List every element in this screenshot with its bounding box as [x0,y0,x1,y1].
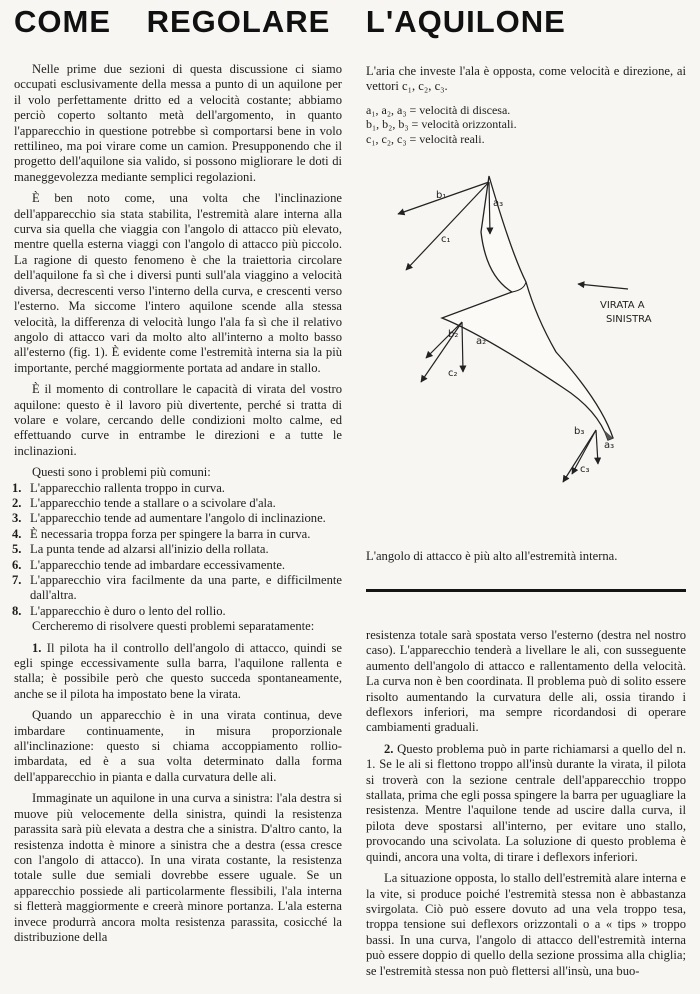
turn-note-line1: VIRATA A [600,300,645,311]
label-b3: b₃ [574,426,585,437]
article-title: COME REGOLARE L'AQUILONE [14,4,566,39]
vector-a3 [596,430,598,464]
list-item [14,527,342,542]
problem-list [14,481,342,620]
item-number: 4. [12,526,22,541]
item-text: L'apparecchio tende a stallare o a scivolare d'ala. [30,495,276,510]
paragraph [366,742,686,865]
item-number: 2. [12,495,22,510]
definition: c₁, c₂, c₃ = velocità reali. [366,131,485,146]
label-b2: b₂ [448,329,459,340]
label-a1: a₃ [493,198,504,209]
vector-c1 [406,182,489,270]
turn-arrow [578,284,628,289]
label-a2: a₂ [476,336,487,347]
paragraph: Quando un apparecchio è in una virata continua, deve imbardare continuamente, in misura proporzionale all'inclinazione: questo si chiama accoppiamento rollio-imbardata, ed è a sua volta determinato dalla forma dell'apparecchio in pianta e dalla curvatura delle ali. [14,708,342,784]
paragraph: La situazione opposta, lo stallo dell'estremità alare interna e la vite, si produce poiché l'estremità stessa non è abbastanza svirgolata. Ciò può essere dovuto ad una vela troppo tesa, troppa tensione sui deflexors orizzontali o a « tips » troppo bassi. In una curva, l'angolo di attacco dell'estremità interna può essere doppio di quello della sezione prossima alla chiglia; se l'estremità stessa non può flettersi all'insù, una buo- [366,871,686,978]
section-number: 2. [384,741,394,756]
item-number: 1. [12,480,22,495]
paragraph: È il momento di controllare le capacità di virata del vostro aquilone: questo è il lavoro più divertente, perché si tratta di volare e volare, cercando delle condizioni molto calme, ed effettuando curve in entrambe le direzioni e a tutte le inclinazioni. [14,382,342,458]
label-c1: c₁ [441,234,451,245]
label-b1: b₁ [436,190,447,201]
vector-b2 [426,322,462,358]
paragraph: Cercheremo di risolvere questi problemi separatamente: [32,619,315,634]
item-text: L'apparecchio tende ad imbardare eccessivamente. [30,557,286,572]
divider [366,589,686,592]
left-column [14,62,342,945]
right-top-column [366,64,686,146]
list-item [14,481,342,496]
vector-a2 [462,322,463,372]
item-number: 8. [12,603,22,618]
item-text: La punta tende ad alzarsi all'inizio della rollata. [30,542,269,557]
list-item [14,496,342,511]
paragraph: Immaginate un aquilone in una curva a sinistra: l'ala destra si muove più velocemente della sinistra, quindi la resistenza parassita sarà più elevata a destra che a sinistra. D'altro canto, la resistenza indotta è minore a sinistra che a destra (essa cresce con l'angolo di attacco). In una virata costante, la resistenza totale sulle due semiali dovrebbe essere uguale. Se un apparecchio possiede ali particolarmente flessibili, l'ala interna si fletterà maggiormente e creerà minore portanza. L'ala esterna invece produrrà ancora molta resistenza parassita, cosicché la distribuzione della [14,791,342,944]
paragraph-text: Questo problema può in parte richiamarsi a quello del n. 1. Se le ali si flettono troppo all'insù durante la virata, il pilota si troverà con la sezione centrale dell'apparecchio troppo stallata, prima che egli possa spingere la barra per uguagliare la resistenza. Mentre l'aquilone tende ad uscire dalla curva, il pilota deve spostarsi all'interno, per evitare uno stallo, provocando una scivolata. La soluzione di questo problema è quindi, ancora una volta, di tirare i deflexors inferiori. [366,741,686,864]
list-item [14,604,342,619]
kite-diagram [366,172,686,527]
paragraph: resistenza totale sarà spostata verso l'esterno (destra nel nostro caso). L'apparecchio tenderà a livellare le ali, con susseguente aumento dell'angolo di attacco e rallentamento della velocità. La curva non è ben coordinata. Il problema può di solito essere risolto aumentando la curvatura delle ali, ossia tirando i deflexors inferiori, ma sempre ricordandosi di operare cambiamenti graduali. [366,628,686,735]
paragraph: Questi sono i problemi più comuni: [32,465,211,480]
list-item [14,511,342,526]
item-text: L'apparecchio tende ad aumentare l'angolo di inclinazione. [30,511,326,526]
label-c2: c₂ [448,368,458,379]
list-item [14,542,342,557]
item-number: 3. [12,511,22,526]
paragraph: L'aria che investe l'ala è opposta, come velocità e direzione, ai vettori c₁, c₂, c₃. [366,64,686,94]
item-text: È necessaria troppa forza per spingere la barra in curva. [30,526,311,541]
item-text: L'apparecchio vira facilmente da una parte, e difficilmente dall'altra. [30,573,342,603]
definition: b₁, b₂, b₃ = velocità orizzontali. [366,117,517,132]
turn-note-line2: SINISTRA [606,314,652,325]
paragraph: Nelle prime due sezioni di questa discussione ci siamo occupati esclusivamente della messa a punto di un aquilone per il volo perfettamente dritto ed a velocità costante; abbiamo perciò coperto soltanto metà dell'argomento, in quanto l'apparecchio in questione potrebbe sì comportarsi bene in volo rettilineo, ma poi virare come un camion. Presupponendo che il progetto dell'aquilone sia valido, si possono migliorare le doti di maneggevolezza mediante semplici regolazioni. [14,62,342,184]
item-text: L'apparecchio rallenta troppo in curva. [30,480,225,495]
section-number: 1. [32,640,42,655]
paragraph-text: Il pilota ha il controllo dell'angolo di attacco, quindi se egli spinge eccessivamente sulla barra, l'aquilone rallenta e stalla; è possibile però che questo succeda spontaneamente, anche se il pilota ha impostato bene la virata. [14,640,342,701]
kite-outline [442,176,613,440]
list-item [14,573,342,604]
label-a3: a₃ [604,440,615,451]
label-c3: c₃ [580,464,590,475]
vector-definitions [366,103,686,147]
item-text: L'apparecchio è duro o lento del rollio. [30,603,226,618]
paragraph: È ben noto come, una volta che l'inclinazione dell'apparecchio sia stata stabilita, l'estremità alare interna alla curva sia quella che viaggia con l'angolo di attacco più elevato, mentre quella esterna viaggi con l'angolo di attacco più piccolo. La ragione di questo fenomeno è che la traiettoria circolare dell'aquilone fa sì che i diversi punti sull'ala viaggino a velocità diversa, decrescenti verso l'interno della curva, e crescenti verso l'esterno. Ma siccome l'intero aquilone scende alla stessa velocità, la differenza di velocità lungo l'ala fa sì che il relativo angolo di attacco vari da molto alto all'interno a molto basso all'esterno (fig. 1). È evidente come l'estremità interna sia la più importante, perché maggiormente portata ad andare in stallo. [14,191,342,375]
list-item [14,558,342,573]
item-number: 5. [12,542,22,557]
definition: a₁, a₂, a₃ = velocità di discesa. [366,102,511,117]
paragraph [14,641,342,703]
right-bottom-column [366,628,686,979]
figure-caption: L'angolo di attacco è più alto all'estremità interna. [366,548,618,563]
item-number: 6. [12,557,22,572]
item-number: 7. [12,573,22,587]
